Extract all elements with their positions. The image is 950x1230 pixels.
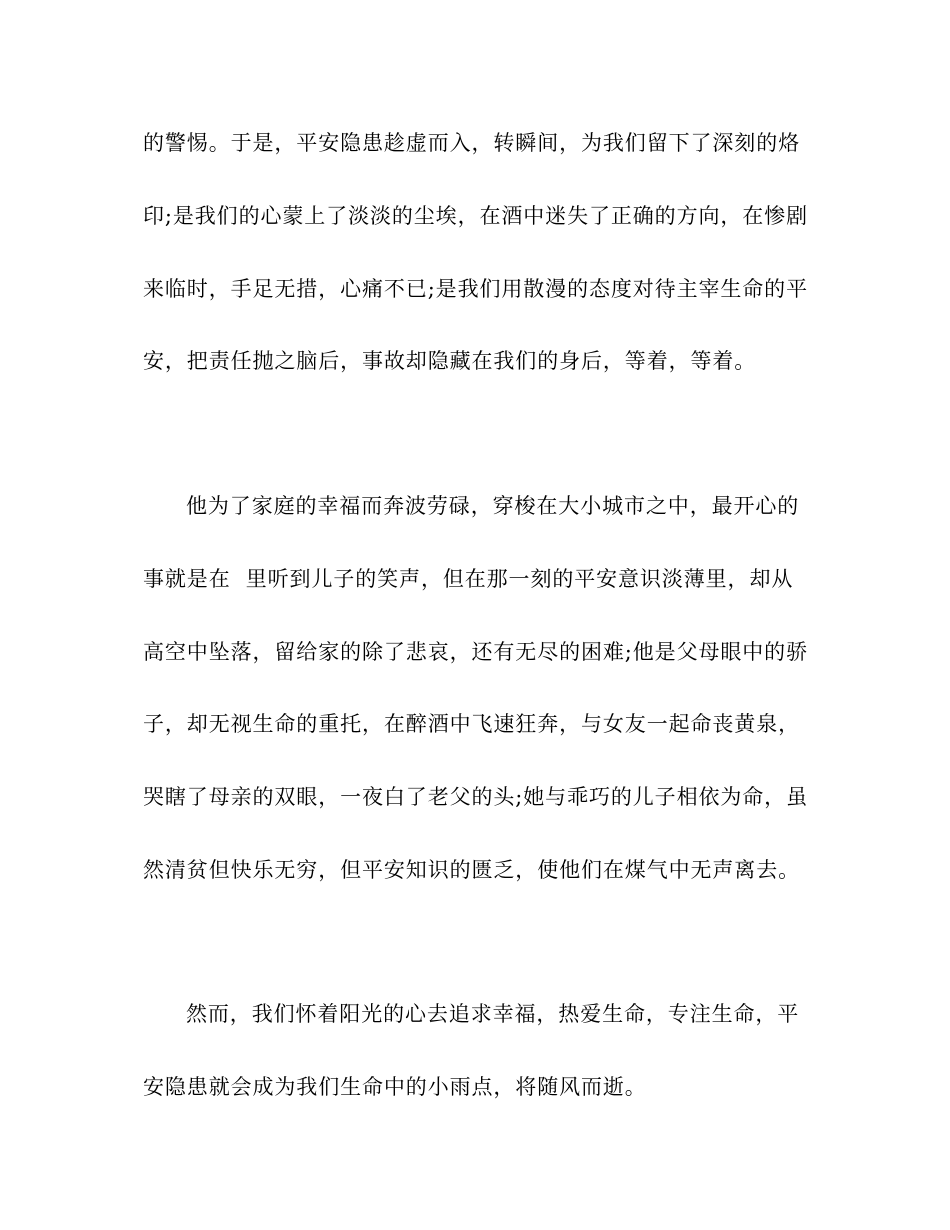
paragraph-1-line-1: 的警惕。于是，平安隐患趁虚而入，转瞬间，为我们留下了深刻的烙 bbox=[143, 131, 800, 155]
paragraph-2-line-4: 子，却无视生命的重托，在醉酒中飞速狂奔，与女友一起命丧黄泉， bbox=[143, 712, 800, 736]
paragraph-2-line-1: 他为了家庭的幸福而奔波劳碌，穿梭在大小城市之中，最开心的 bbox=[186, 494, 800, 518]
paragraph-2-line-3: 高空中坠落，留给家的除了悲哀，还有无尽的困难;他是父母眼中的骄 bbox=[143, 640, 808, 664]
paragraph-1-line-2: 印;是我们的心蒙上了淡淡的尘埃，在酒中迷失了正确的方向，在惨剧 bbox=[143, 204, 808, 228]
paragraph-2-line-6: 然清贫但快乐无穷，但平安知识的匮乏，使他们在煤气中无声离去。 bbox=[143, 858, 800, 882]
paragraph-3-line-1: 然而，我们怀着阳光的心去追求幸福，热爱生命，专注生命，平 bbox=[186, 1002, 800, 1026]
paragraph-1-line-4: 安，把责任抛之脑后，事故却隐藏在我们的身后，等着，等着。 bbox=[143, 349, 757, 373]
paragraph-2-line-5: 哭瞎了母亲的双眼，一夜白了老父的头;她与乖巧的儿子相依为命，虽 bbox=[143, 785, 808, 809]
paragraph-3-line-2: 安隐患就会成为我们生命中的小雨点，将随风而逝。 bbox=[143, 1075, 647, 1099]
paragraph-1-line-3: 来临时，手足无措，心痛不已;是我们用散漫的态度对待主宰生命的平 bbox=[143, 277, 808, 301]
paragraph-2-line-2: 事就是在 里听到儿子的笑声，但在那一刻的平安意识淡薄里，却从 bbox=[143, 567, 794, 591]
